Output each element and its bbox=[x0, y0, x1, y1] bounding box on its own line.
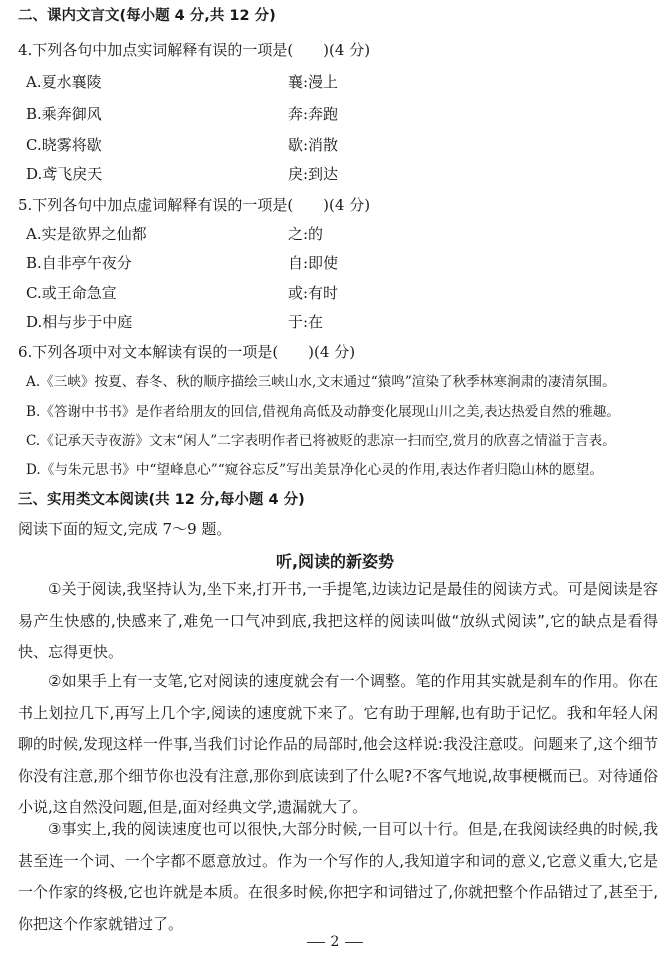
option-gloss: 于:在 bbox=[288, 313, 324, 331]
q4-option-a bbox=[26, 72, 658, 92]
q4-option-d bbox=[26, 164, 658, 184]
option-text: C.或王命急宣 bbox=[26, 284, 117, 302]
option-text: D.鸢飞戾天 bbox=[26, 165, 103, 183]
paragraph-text: ①关于阅读,我坚持认为,坐下来,打开书,一手提笔,边读边记是最佳的阅读方式。可是阅读是容易产生快感的,快感来了,难免一口气冲到底,我把这样的阅读叫做“放纵式阅读”,它的缺点是看得快、忘得更快。 bbox=[18, 580, 658, 661]
article-paragraph-1 bbox=[18, 574, 658, 669]
q5-option-a bbox=[26, 224, 658, 244]
question-5-text: 5.下列各句中加点虚词解释有误的一项是( bbox=[18, 196, 294, 214]
footer-rule-right bbox=[345, 942, 363, 943]
article-paragraph-2 bbox=[18, 666, 658, 824]
option-gloss: 襄:漫上 bbox=[288, 73, 339, 91]
footer-rule-left bbox=[307, 942, 325, 943]
option-gloss: 戾:到达 bbox=[288, 165, 339, 183]
article-title: 听,阅读的新姿势 bbox=[275, 552, 395, 571]
q5-option-d bbox=[26, 312, 658, 332]
reading-instruction: 阅读下面的短文,完成 7～9 题。 bbox=[18, 520, 232, 538]
q6-option-a: A.《三峡》按夏、春冬、秋的顺序描绘三峡山水,文末通过“猿鸣”渲染了秋季林寒涧肃的凄清氛围。 bbox=[26, 374, 616, 390]
option-gloss: 奔:奔跑 bbox=[288, 105, 339, 123]
q6-option-b: B.《答谢中书书》是作者给朋友的回信,借视角高低及动静变化展现山川之美,表达热爱自然的雅趣。 bbox=[26, 404, 620, 420]
option-text: B.自非亭午夜分 bbox=[26, 254, 132, 272]
question-6-score: )(4 分) bbox=[308, 343, 356, 361]
article-paragraph-3 bbox=[18, 814, 658, 940]
q5-option-b bbox=[26, 253, 658, 273]
q4-option-c bbox=[26, 135, 658, 155]
page-number: 2 bbox=[330, 934, 340, 950]
option-gloss: 自:即使 bbox=[288, 254, 339, 272]
q6-option-c: C.《记承天寺夜游》文末“闲人”二字表明作者已将被贬的悲凉一扫而空,赏月的欣喜之情溢于言表。 bbox=[26, 433, 616, 449]
option-gloss: 或:有时 bbox=[288, 284, 339, 302]
option-text: B.乘奔御风 bbox=[26, 105, 102, 123]
question-4-text: 4.下列各句中加点实词解释有误的一项是( bbox=[18, 41, 294, 59]
question-5-stem bbox=[18, 195, 658, 215]
option-gloss: 之:的 bbox=[288, 225, 324, 243]
page-footer bbox=[0, 934, 670, 950]
option-text: C.晓雾将歇 bbox=[26, 136, 102, 154]
q4-option-b bbox=[26, 104, 658, 124]
paragraph-text: ②如果手上有一支笔,它对阅读的速度就会有一个调整。笔的作用其实就是刹车的作用。你在书上划拉几下,再写上几个字,阅读的速度就下来了。它有助于理解,也有助于记忆。我和年轻人闲聊的时候,发现这样一件事,当我们讨论作品的局部时,他会这样说:我没注意哎。问题来了,这个细节你没有注意,那个细节你也没有注意,那你到底读到了什么呢?不客气地说,故事梗概而已。对待通俗小说,这自然没问题,但是,面对经典文学,遗漏就大了。 bbox=[18, 672, 658, 816]
question-5-score: )(4 分) bbox=[323, 196, 371, 214]
option-text: A.夏水襄陵 bbox=[26, 73, 102, 91]
option-text: D.相与步于中庭 bbox=[26, 313, 133, 331]
option-text: A.实是欲界之仙都 bbox=[26, 225, 147, 243]
option-gloss: 歇:消散 bbox=[288, 136, 339, 154]
question-4-score: )(4 分) bbox=[323, 41, 371, 59]
paragraph-text: ③事实上,我的阅读速度也可以很快,大部分时候,一目可以十行。但是,在我阅读经典的时候,我甚至连一个词、一个字都不愿意放过。作为一个写作的人,我知道字和词的意义,它意义重大,它是一个作家的终极,它也许就是本质。在很多时候,你把字和词错过了,你就把整个作品错过了,甚至于,你把这个作家就错过了。 bbox=[18, 820, 658, 933]
question-6-stem bbox=[18, 342, 658, 362]
q6-option-d: D.《与朱元思书》中“望峰息心”“窥谷忘反”写出美景净化心灵的作用,表达作者归隐山林的愿望。 bbox=[26, 462, 604, 478]
q5-option-c bbox=[26, 283, 658, 303]
question-6-text: 6.下列各项中对文本解读有误的一项是( bbox=[18, 343, 279, 361]
question-4-stem bbox=[18, 40, 658, 60]
section-3-heading: 三、实用类文本阅读(共 12 分,每小题 4 分) bbox=[18, 492, 305, 508]
section-2-heading: 二、课内文言文(每小题 4 分,共 12 分) bbox=[18, 8, 276, 24]
